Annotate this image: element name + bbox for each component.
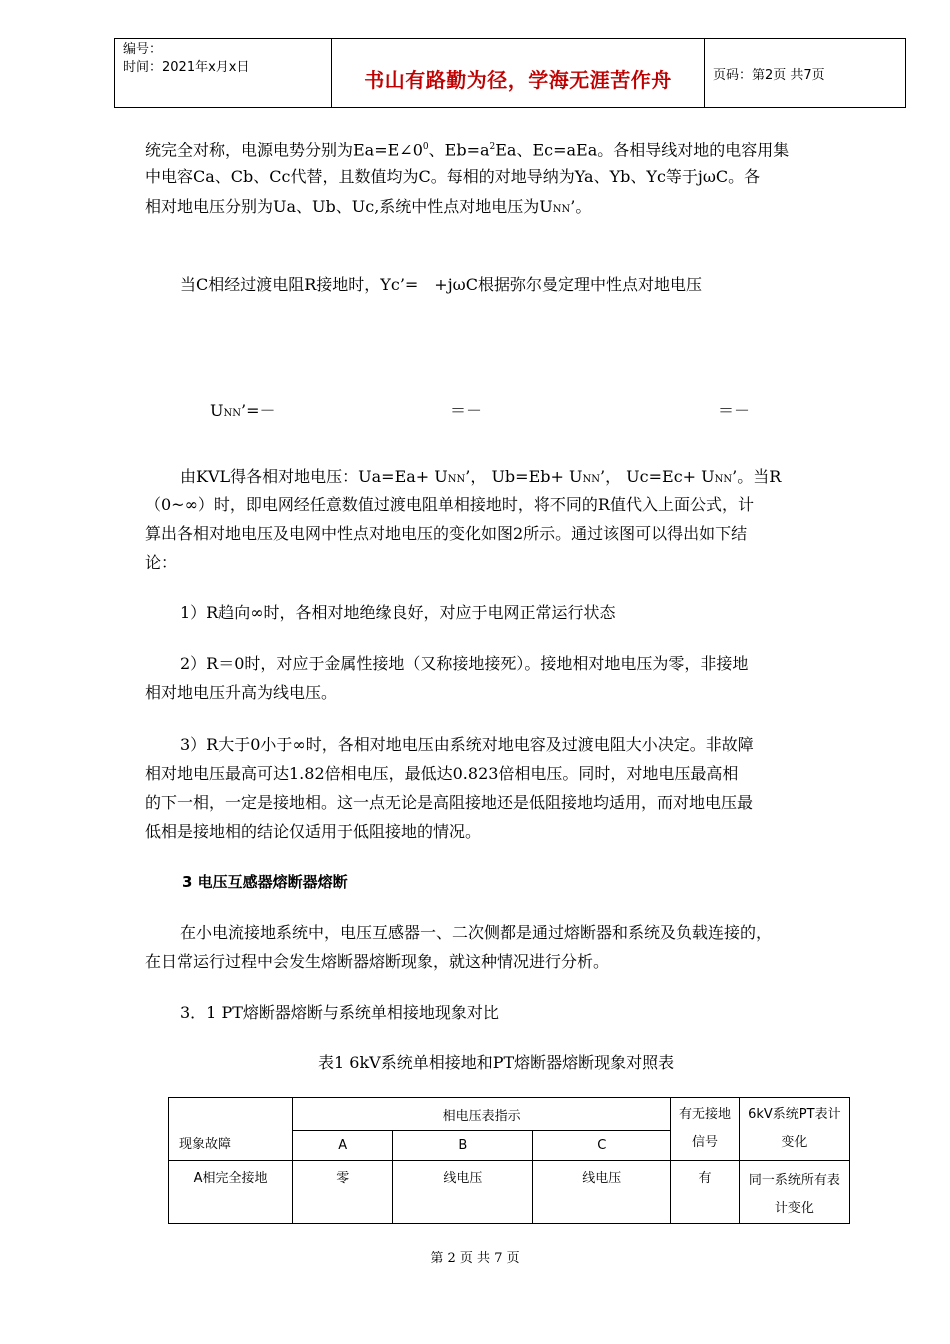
paragraph-c-phase-grounding: 当C相经过渡电阻R接地时，Yc’= +jωC根据弥尔曼定理中性点对地电压: [180, 275, 702, 294]
conclusion-item-3-line4: 低相是接地相的结论仅适用于低阻接地的情况。: [145, 822, 482, 841]
header-col-a: A: [293, 1131, 393, 1161]
header-col-c: C: [533, 1131, 671, 1161]
doc-number-label: 编号：: [123, 42, 163, 57]
conclusion-item-3-line3: 的下一相，一定是接地相。这一点无论是高阻接地还是低阻接地均适用，而对地电压最: [145, 793, 754, 812]
paragraph-kvl-line3: 算出各相对地电压及电网中性点对地电压的变化如图2所示。通过该图可以得出如下结: [145, 524, 748, 543]
header-pt-meter-change: 6kV系统PT表计 变化: [739, 1098, 849, 1161]
header-phase-voltage: 相电压表指示: [293, 1098, 671, 1131]
paragraph-kvl-line2: （0~∞）时，即电网经任意数值过渡电阻单相接地时，将不同的R值代入上面公式，计: [145, 495, 754, 514]
formula-neutral-voltage: UNN’=－: [210, 401, 276, 420]
paragraph-kvl-line1: 由KVL得各相对地电压：Ua=Ea+ UNN’， Ub=Eb+ UNN’， Uc=Ec+ UNN’。当R: [180, 467, 782, 486]
formula-equals-2: ＝－: [450, 401, 483, 420]
conclusion-item-2-line2: 相对地电压升高为线电压。: [145, 683, 338, 702]
conclusion-item-3-line1: 3）R大于0小于∞时，各相对地电压由系统对地电容及过渡电阻大小决定。非故障: [180, 735, 754, 754]
conclusion-item-3-line2: 相对地电压最高可达1.82倍相电压，最低达0.823倍相电压。同时，对地电压最高相: [145, 764, 739, 783]
page-header: [114, 38, 906, 108]
header-motto: 书山有路勤为径，学海无涯苦作舟: [332, 39, 705, 108]
paragraph-pt-fuse-line1: 在小电流接地系统中，电压互感器一、二次侧都是通过熔断器和系统及负载连接的，: [180, 923, 773, 942]
table-row: [169, 1161, 850, 1224]
section-heading-3: 3 电压互感器熔断器熔断: [182, 873, 348, 891]
conclusion-item-1: 1）R趋向∞时，各相对地绝缘良好，对应于电网正常运行状态: [180, 603, 616, 622]
doc-time-label: 时间：2021年x月x日: [123, 60, 250, 75]
cell-signal: 有: [671, 1161, 740, 1224]
paragraph-system-intro-line3: 相对地电压分别为Ua、Ub、Uc,系统中性点对地电压为UNN’。: [145, 197, 592, 216]
comparison-table: [168, 1097, 850, 1224]
conclusion-item-2-line1: 2）R＝0时，对应于金属性接地（又称接地接死）。接地相对地电压为零，非接地: [180, 654, 749, 673]
cell-phase-c: 线电压: [533, 1161, 671, 1224]
header-phenomenon: 现象故障: [169, 1098, 293, 1161]
cell-phase-b: 线电压: [393, 1161, 533, 1224]
header-meta: [115, 39, 332, 108]
header-page-label: 页码：第2页 共7页: [705, 39, 906, 108]
paragraph-system-intro-line1: 统完全对称，电源电势分别为$Ea=E\angle 0^0$、$Eb=a^2Ea$、Ec=aEa。各相导线对地的电容用集: [145, 140, 790, 160]
paragraph-pt-fuse-line2: 在日常运行过程中会发生熔断器熔断现象，就这种情况进行分析。: [145, 952, 610, 971]
cell-pt-change: 同一系统所有表 计变化: [739, 1161, 849, 1224]
page-footer: 第 2 页 共 7 页: [430, 1251, 520, 1266]
subsection-heading-3-1: 3．1 PT熔断器熔断与系统单相接地现象对比: [180, 1003, 499, 1022]
cell-phase-a: 零: [293, 1161, 393, 1224]
cell-fault: A相完全接地: [169, 1161, 293, 1224]
table-caption: 表1 6kV系统单相接地和PT熔断器熔断现象对照表: [318, 1053, 675, 1072]
header-ground-signal: 有无接地 信号: [671, 1098, 740, 1161]
paragraph-system-intro-line2: 中电容Ca、Cb、Cc代替，且数值均为C。每相的对地导纳为Ya、Yb、Yc等于jωC。各: [145, 167, 761, 186]
formula-equals-3: ＝－: [718, 401, 751, 420]
paragraph-kvl-line4: 论：: [145, 553, 178, 572]
header-col-b: B: [393, 1131, 533, 1161]
